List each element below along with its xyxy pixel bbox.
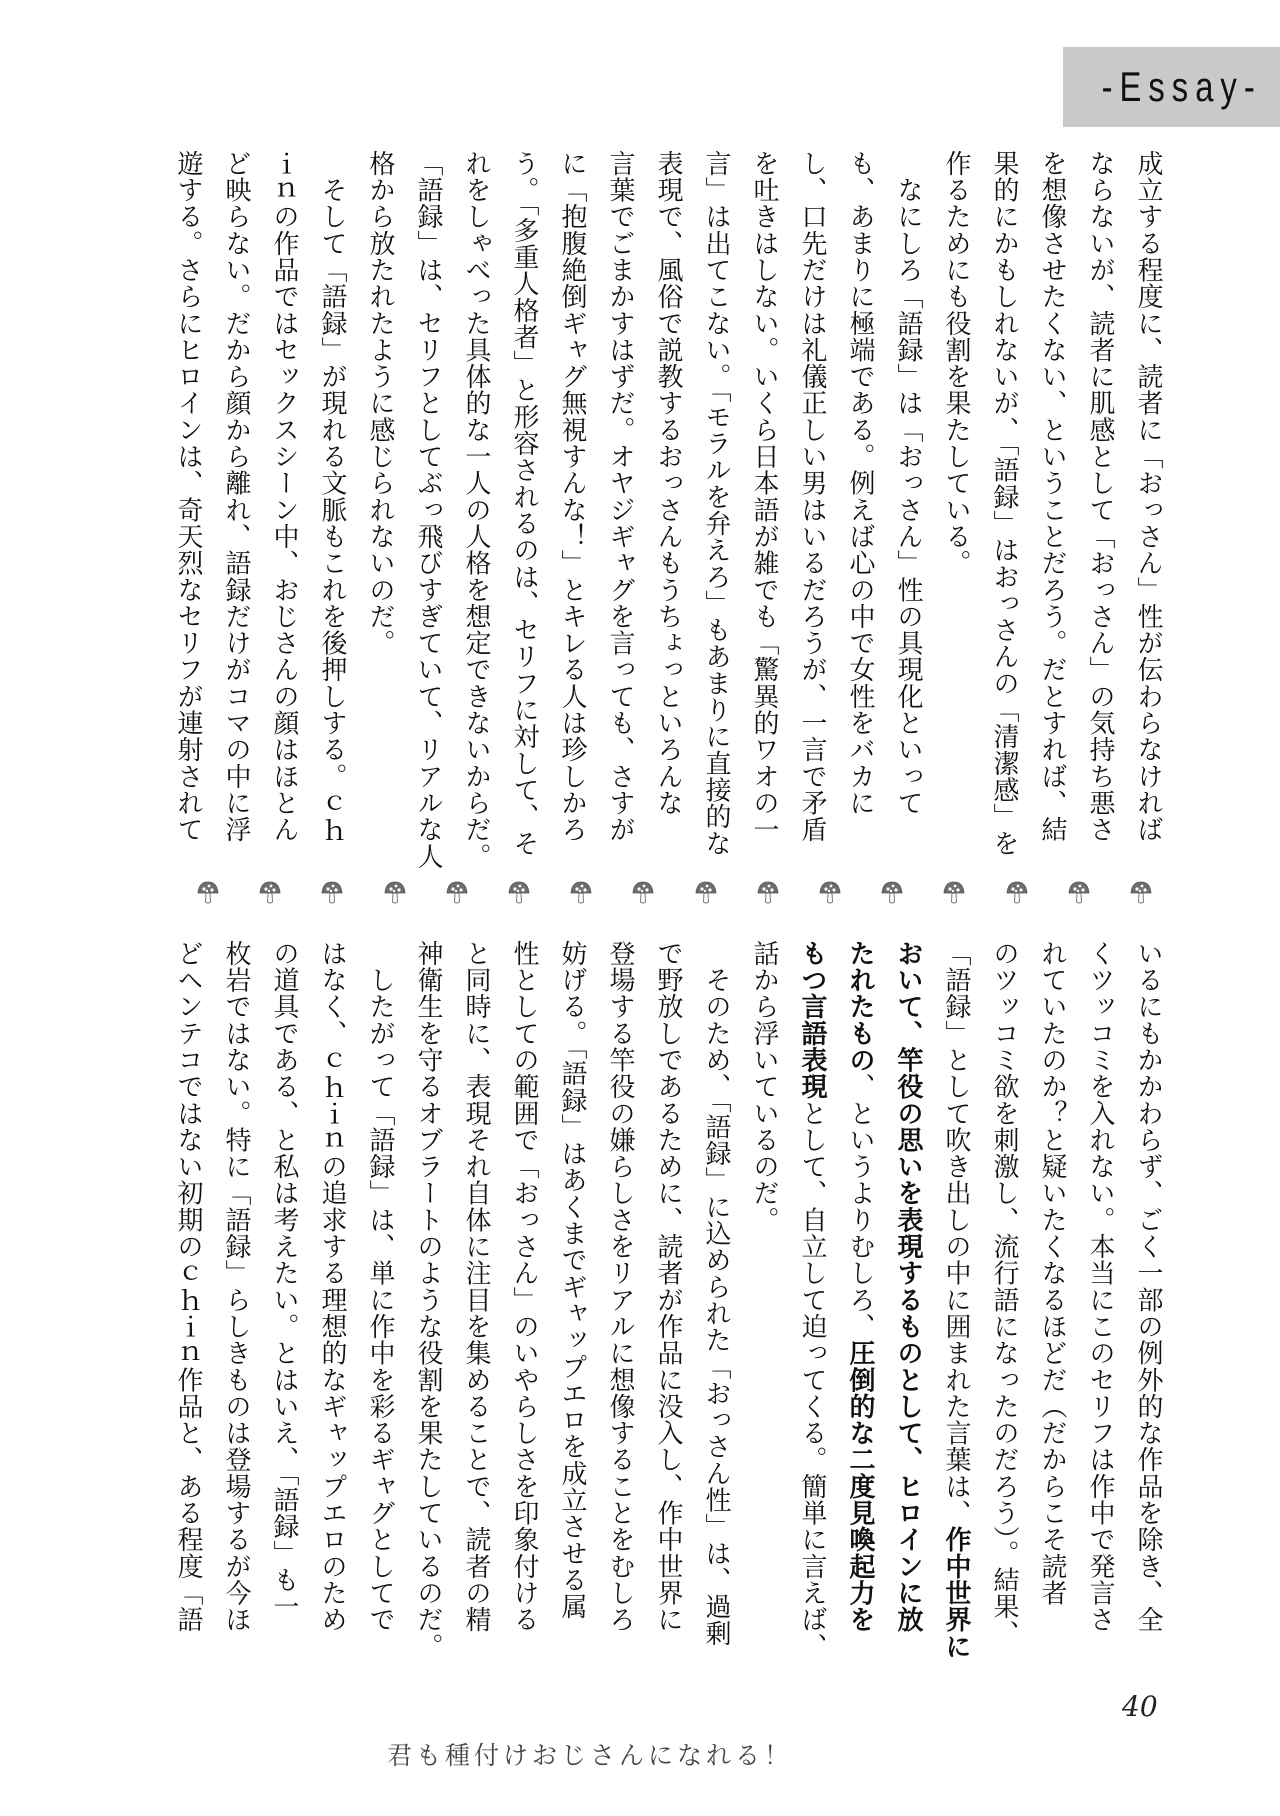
text-column: 遊する。さらにヒロインは、奇天烈なセリフが連射されて xyxy=(173,150,203,843)
text-column: のツッコミ欲を刺激し、流行語になったのだろう）。結果、 xyxy=(989,940,1019,1647)
text-segment: 、というよりむしろ、 xyxy=(845,1073,875,1340)
text-column: なにしろ「語録」は「おっさん」性の具現化といって xyxy=(893,150,923,817)
mushroom-icon xyxy=(570,880,592,906)
bold-text: 圧倒的な二度見喚起力を xyxy=(845,1339,875,1633)
text-column: 「語録」は、セリフとしてぶっ飛びすぎていて、リアルな人 xyxy=(413,150,443,870)
mushroom-icon xyxy=(508,880,530,906)
text-column: ど映らない。だから顔から離れ、語録だけがコマの中に浮 xyxy=(221,150,251,843)
essay-text-bottom xyxy=(164,940,1172,1660)
section-label: -Essay- xyxy=(1101,63,1262,110)
text-column: う。「多重人格者」と形容されるのは、セリフに対して、そ xyxy=(509,150,539,857)
mushroom-icon xyxy=(446,880,468,906)
mushroom-icon xyxy=(1006,880,1028,906)
page-number: 40 xyxy=(1122,1690,1158,1723)
text-column: そして「語録」が現れる文脈もこれを後押しする。ｃｈ xyxy=(317,150,347,843)
text-column: したがって「語録」は、単に作中を彩るギャグとしてで xyxy=(365,940,395,1633)
text-column: に「抱腹絶倒ギャグ無視すんな！」とキレる人は珍しかろ xyxy=(557,150,587,843)
text-column: どヘンテコではない初期のｃｈｉｎ作品と、ある程度「語 xyxy=(173,940,203,1633)
text-column: はなく、ｃｈｉｎの追求する理想的なギャップエロのため xyxy=(317,940,347,1633)
text-column: くツッコミを入れない。本当にこのセリフは作中で発言さ xyxy=(1085,940,1115,1633)
text-column: そのため、「語録」に込められた「おっさん性」は、過剰 xyxy=(701,940,731,1647)
mushroom-icon xyxy=(384,880,406,906)
text-column: 登場する竿役の嫌らしさをリアルに想像することをむしろ xyxy=(605,940,635,1633)
text-column: いるにもかかわらず、ごく一部の例外的な作品を除き、全 xyxy=(1133,940,1163,1633)
text-column: 格から放たれたように感じられないのだ。 xyxy=(365,150,395,657)
text-column: れをしゃべった具体的な一人の人格を想定できないからだ。 xyxy=(461,150,491,870)
text-column xyxy=(836,940,884,1640)
mushroom-icon xyxy=(943,880,965,906)
mushroom-icon xyxy=(632,880,654,906)
mushroom-icon xyxy=(695,880,717,906)
bold-text: たれたもの xyxy=(845,940,875,1074)
text-column: 話から浮いているのだ。 xyxy=(749,940,779,1234)
text-column: 枚岩ではない。特に「語録」らしきものは登場するが今ほ xyxy=(221,940,251,1633)
text-column xyxy=(884,940,932,1640)
text-column: を吐きはしない。いくら日本語が雑でも「驚異的ワオの一 xyxy=(749,150,779,843)
text-column: 作るためにも役割を果たしている。 xyxy=(941,150,971,577)
text-column: 言」は出てこない。「モラルを弁えろ」もあまりに直接的な xyxy=(701,150,731,857)
text-column: も、あまりに極端である。例えば心の中で女性をバカに xyxy=(845,150,875,817)
book-title: 君も種付けおじさんになれる！ xyxy=(386,1741,793,1770)
text-column: 成立する程度に、読者に「おっさん」性が伝わらなければ xyxy=(1133,150,1163,843)
text-column: れていたのか？と疑いたくなるほどだ（だからこそ読者 xyxy=(1037,940,1067,1607)
bold-text: おいて、竿役の思いを表現するものとして、ヒロインに放 xyxy=(893,940,923,1633)
text-segment: 「語録」として吹き出しの中に囲まれた言葉は、 xyxy=(941,940,971,1527)
text-column: 妨げる。「語録」はあくまでギャップエロを成立させる属 xyxy=(557,940,587,1620)
mushroom-icon xyxy=(321,880,343,906)
text-column: 表現で、風俗で説教するおっさんもうちょっといろんな xyxy=(653,150,683,817)
essay-text-top xyxy=(164,150,1172,870)
text-column: の道具である、と私は考えたい。とはいえ、「語録」も一 xyxy=(269,940,299,1620)
bold-text: 作中世界に xyxy=(941,1526,971,1660)
mushroom-icon xyxy=(881,880,903,906)
text-column xyxy=(932,940,980,1660)
text-column xyxy=(788,940,836,1660)
text-column: ｉｎの作品ではセックスシーン中、おじさんの顔はほとん xyxy=(269,150,299,843)
mushroom-icon xyxy=(757,880,779,906)
text-column: と同時に、表現それ自体に注目を集めることで、読者の精 xyxy=(461,940,491,1633)
text-column: で野放しであるために、読者が作品に没入し、作中世界に xyxy=(653,940,683,1633)
text-segment: として、自立して迫ってくる。簡単に言えば、 xyxy=(797,1099,827,1660)
mushroom-icon xyxy=(197,880,219,906)
text-column: を想像させたくない、ということだろう。だとすれば、結 xyxy=(1037,150,1067,843)
mushroom-icon xyxy=(1130,880,1152,906)
bold-text: もつ言語表現 xyxy=(797,940,827,1100)
text-column: ならないが、読者に肌感として「おっさん」の気持ち悪さ xyxy=(1085,150,1115,843)
mushroom-divider xyxy=(0,880,1280,908)
mushroom-icon xyxy=(819,880,841,906)
text-column: 果的にかもしれないが、「語録」はおっさんの「清潔感」を xyxy=(989,150,1019,857)
mushroom-icon xyxy=(1068,880,1090,906)
mushroom-icon xyxy=(259,880,281,906)
text-column: 性としての範囲で「おっさん」のいやらしさを印象付ける xyxy=(509,940,539,1633)
text-column: し、口先だけは礼儀正しい男はいるだろうが、一言で矛盾 xyxy=(797,150,827,843)
text-column: 神衛生を守るオブラートのような役割を果たしているのだ。 xyxy=(413,940,443,1660)
text-column: 言葉でごまかすはずだ。オヤジギャグを言っても、さすが xyxy=(605,150,635,843)
section-label-box xyxy=(1063,47,1280,127)
